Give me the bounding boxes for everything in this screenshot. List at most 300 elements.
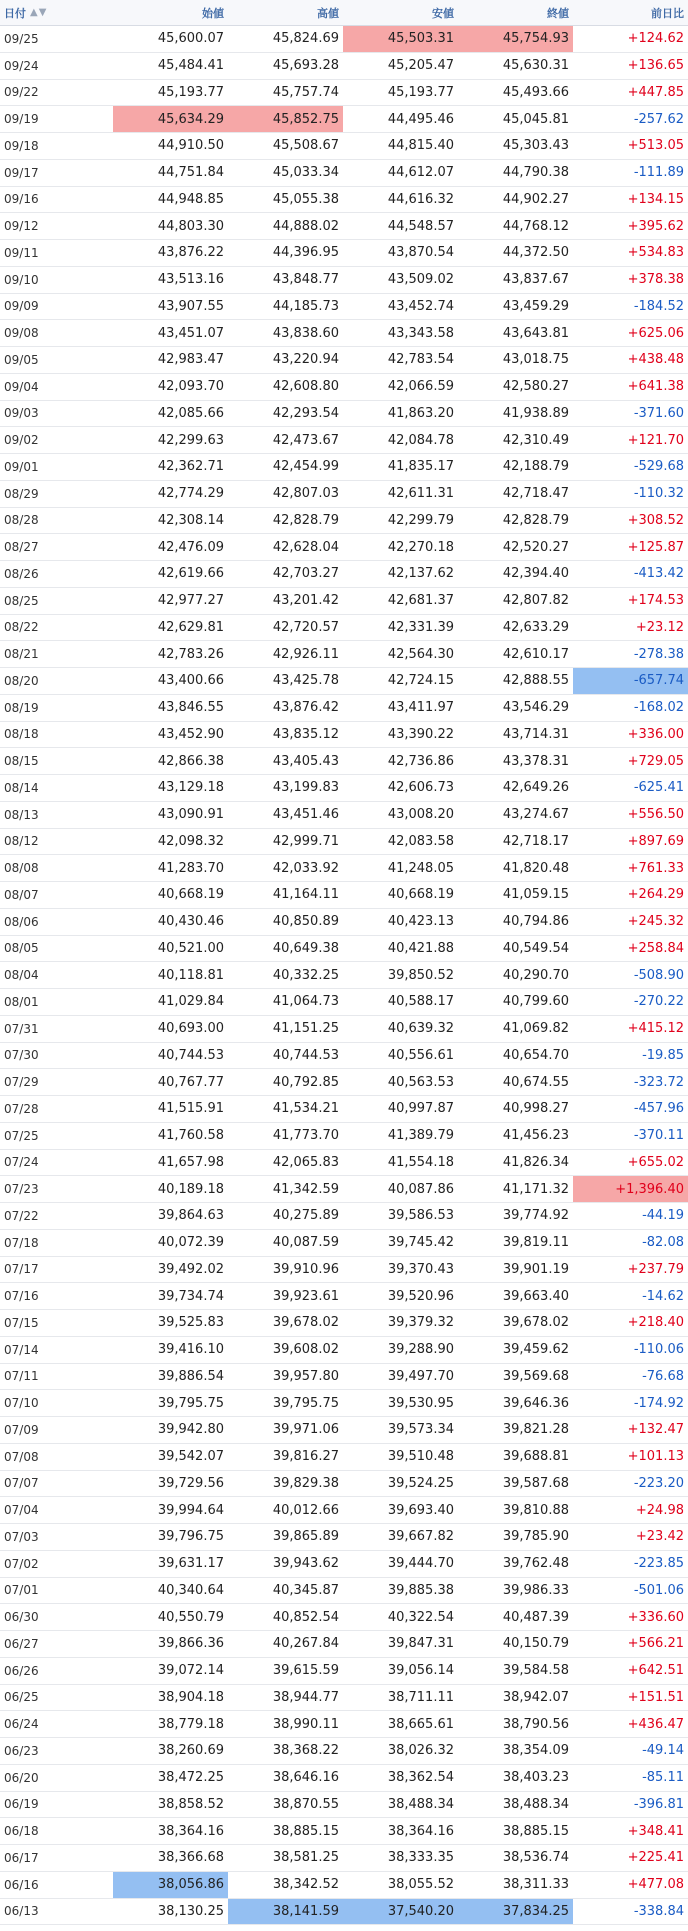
cell-high: 42,807.03: [272, 486, 339, 502]
cell-open: 42,866.38: [157, 753, 224, 769]
cell-change: -223.20: [633, 1475, 684, 1491]
cell-change: -508.90: [633, 967, 684, 983]
cell-close: 38,885.15: [502, 1823, 569, 1839]
cell-high: 42,999.71: [272, 833, 339, 849]
cell-close: 45,303.43: [502, 138, 569, 154]
cell-high: 45,852.75: [228, 106, 343, 132]
cell-close: 39,646.36: [502, 1395, 569, 1411]
table-row: [0, 855, 688, 882]
cell-date: 07/08: [4, 1449, 39, 1464]
cell-close: 39,986.33: [502, 1582, 569, 1598]
cell-open: 39,994.64: [157, 1502, 224, 1518]
cell-high: 42,033.92: [272, 860, 339, 876]
cell-change: -278.38: [633, 646, 684, 662]
cell-close: 42,649.26: [502, 780, 569, 796]
cell-change: -223.85: [633, 1556, 684, 1572]
cell-open: 38,904.18: [157, 1689, 224, 1705]
cell-change: +308.52: [627, 512, 684, 528]
cell-close: 40,150.79: [502, 1636, 569, 1652]
cell-low: 40,423.13: [387, 914, 454, 930]
cell-low: 41,835.17: [387, 459, 454, 475]
table-row: [0, 641, 688, 668]
cell-open: 39,796.75: [157, 1529, 224, 1545]
cell-change: -44.19: [642, 1208, 684, 1224]
cell-open: 45,484.41: [157, 58, 224, 74]
cell-low: 40,639.32: [387, 1021, 454, 1037]
cell-open: 40,189.18: [157, 1181, 224, 1197]
cell-low: 42,083.58: [387, 833, 454, 849]
table-row: [0, 695, 688, 722]
cell-change: +436.47: [627, 1716, 684, 1732]
cell-date: 07/11: [4, 1369, 39, 1384]
cell-low: 37,540.20: [343, 1899, 458, 1925]
cell-close: 41,938.89: [502, 405, 569, 421]
cell-low: 39,288.90: [387, 1342, 454, 1358]
cell-date: 09/05: [4, 352, 39, 367]
cell-open: 42,983.47: [157, 352, 224, 368]
cell-change: -370.11: [633, 1128, 684, 1144]
cell-open: 39,886.54: [157, 1368, 224, 1384]
cell-date: 08/26: [4, 566, 39, 581]
cell-low: 42,783.54: [387, 352, 454, 368]
cell-open: 42,774.29: [157, 486, 224, 502]
cell-date: 06/13: [4, 1904, 39, 1919]
cell-high: 40,345.87: [272, 1582, 339, 1598]
cell-open: 39,492.02: [157, 1261, 224, 1277]
table-row: [0, 1524, 688, 1551]
cell-low: 39,370.43: [387, 1261, 454, 1277]
cell-date: 08/04: [4, 968, 39, 983]
cell-high: 38,646.16: [272, 1770, 339, 1786]
cell-low: 39,885.38: [387, 1582, 454, 1598]
table-row: [0, 1096, 688, 1123]
cell-close: 44,790.38: [502, 165, 569, 181]
cell-close: 38,488.34: [502, 1796, 569, 1812]
cell-change: +132.47: [627, 1422, 684, 1438]
cell-date: 06/24: [4, 1717, 39, 1732]
header-close[interactable]: 終値: [547, 6, 569, 20]
cell-open: 38,130.25: [157, 1903, 224, 1919]
cell-close: 39,663.40: [502, 1288, 569, 1304]
cell-high: 44,396.95: [272, 245, 339, 261]
cell-open: 43,846.55: [157, 700, 224, 716]
cell-change: -413.42: [633, 566, 684, 582]
cell-high: 45,508.67: [272, 138, 339, 154]
table-row: [0, 160, 688, 187]
cell-close: 40,674.55: [502, 1074, 569, 1090]
cell-date: 09/09: [4, 299, 39, 314]
cell-change: +642.51: [627, 1663, 684, 1679]
cell-change: -396.81: [633, 1796, 684, 1812]
table-row: [0, 1123, 688, 1150]
cell-change: +24.98: [635, 1502, 684, 1518]
header-low[interactable]: 安値: [432, 6, 454, 20]
cell-change: +218.40: [627, 1315, 684, 1331]
cell-high: 40,850.89: [272, 914, 339, 930]
cell-close: 44,768.12: [502, 218, 569, 234]
cell-open: 40,340.64: [157, 1582, 224, 1598]
cell-change: -14.62: [642, 1288, 684, 1304]
cell-high: 39,816.27: [272, 1449, 339, 1465]
cell-date: 07/04: [4, 1503, 39, 1518]
cell-date: 08/13: [4, 807, 39, 822]
cell-open: 39,729.56: [157, 1475, 224, 1491]
cell-close: 42,888.55: [502, 673, 569, 689]
cell-low: 42,137.62: [387, 566, 454, 582]
cell-close: 41,069.82: [502, 1021, 569, 1037]
cell-close: 43,459.29: [502, 298, 569, 314]
table-row: [0, 829, 688, 856]
cell-close: 41,456.23: [502, 1128, 569, 1144]
cell-date: 08/01: [4, 994, 39, 1009]
cell-low: 43,509.02: [387, 272, 454, 288]
cell-close: 42,580.27: [502, 379, 569, 395]
table-row: [0, 1230, 688, 1257]
cell-low: 43,411.97: [387, 700, 454, 716]
cell-low: 41,863.20: [387, 405, 454, 421]
cell-change: -19.85: [642, 1047, 684, 1063]
cell-low: 44,612.07: [387, 165, 454, 181]
cell-close: 40,549.54: [502, 940, 569, 956]
cell-change: +125.87: [627, 539, 684, 555]
cell-change: -625.41: [633, 780, 684, 796]
table-row: [0, 722, 688, 749]
table-row: [0, 213, 688, 240]
table-row: [0, 1283, 688, 1310]
cell-close: 38,311.33: [502, 1877, 569, 1893]
cell-low: 41,554.18: [387, 1154, 454, 1170]
table-row: [0, 1551, 688, 1578]
cell-date: 07/15: [4, 1315, 39, 1330]
cell-low: 43,390.22: [387, 726, 454, 742]
cell-high: 39,865.89: [272, 1529, 339, 1545]
cell-open: 45,193.77: [157, 84, 224, 100]
cell-date: 09/22: [4, 85, 39, 100]
cell-change: -76.68: [642, 1368, 684, 1384]
table-row: [0, 80, 688, 107]
cell-change: -168.02: [633, 700, 684, 716]
cell-high: 39,971.06: [272, 1422, 339, 1438]
cell-low: 44,616.32: [387, 191, 454, 207]
cell-open: 44,803.30: [157, 218, 224, 234]
cell-low: 39,586.53: [387, 1208, 454, 1224]
cell-high: 40,852.54: [272, 1609, 339, 1625]
cell-open: 43,451.07: [157, 325, 224, 341]
cell-date: 08/28: [4, 513, 39, 528]
cell-change: +136.65: [627, 58, 684, 74]
cell-date: 09/02: [4, 433, 39, 448]
table-row: [0, 401, 688, 428]
cell-close: 38,354.09: [502, 1743, 569, 1759]
cell-change: +729.05: [627, 753, 684, 769]
cell-change: +625.06: [627, 325, 684, 341]
cell-open: 39,631.17: [157, 1556, 224, 1572]
table-row: [0, 1390, 688, 1417]
cell-date: 08/20: [4, 673, 39, 688]
cell-high: 43,201.42: [272, 593, 339, 609]
cell-high: 43,451.46: [272, 807, 339, 823]
table-row: [0, 615, 688, 642]
table-row: [0, 882, 688, 909]
cell-high: 43,220.94: [272, 352, 339, 368]
cell-high: 39,615.59: [272, 1663, 339, 1679]
cell-date: 08/06: [4, 914, 39, 929]
cell-date: 08/07: [4, 887, 39, 902]
cell-change: +655.02: [627, 1154, 684, 1170]
cell-date: 09/17: [4, 165, 39, 180]
cell-high: 45,033.34: [272, 165, 339, 181]
cell-low: 42,331.39: [387, 619, 454, 635]
table-row: [0, 347, 688, 374]
cell-open: 42,629.81: [157, 619, 224, 635]
cell-change: +336.00: [627, 726, 684, 742]
table-row: [0, 1150, 688, 1177]
table-row: [0, 1792, 688, 1819]
cell-change: -657.74: [573, 668, 688, 694]
cell-close: 42,394.40: [502, 566, 569, 582]
table-row: [0, 53, 688, 80]
cell-date: 07/03: [4, 1529, 39, 1544]
cell-open: 44,948.85: [157, 191, 224, 207]
cell-low: 42,084.78: [387, 432, 454, 448]
cell-open: 42,098.32: [157, 833, 224, 849]
table-row: [0, 668, 688, 695]
cell-change: +348.41: [627, 1823, 684, 1839]
cell-open: 39,072.14: [157, 1663, 224, 1679]
cell-date: 06/18: [4, 1824, 39, 1839]
table-row: [0, 374, 688, 401]
cell-high: 38,944.77: [272, 1689, 339, 1705]
cell-close: 40,654.70: [502, 1047, 569, 1063]
cell-close: 42,807.82: [502, 593, 569, 609]
cell-high: 45,693.28: [272, 58, 339, 74]
cell-close: 38,790.56: [502, 1716, 569, 1732]
cell-date: 07/01: [4, 1583, 39, 1598]
cell-open: 42,299.63: [157, 432, 224, 448]
cell-close: 43,546.29: [502, 700, 569, 716]
cell-open: 40,550.79: [157, 1609, 224, 1625]
cell-close: 39,785.90: [502, 1529, 569, 1545]
cell-low: 40,322.54: [387, 1609, 454, 1625]
cell-open: 42,308.14: [157, 512, 224, 528]
cell-open: 39,734.74: [157, 1288, 224, 1304]
cell-change: +23.12: [635, 619, 684, 635]
cell-open: 39,864.63: [157, 1208, 224, 1224]
cell-close: 42,718.47: [502, 486, 569, 502]
cell-open: 40,072.39: [157, 1235, 224, 1251]
cell-date: 08/08: [4, 861, 39, 876]
cell-change: +101.13: [627, 1449, 684, 1465]
cell-open: 42,977.27: [157, 593, 224, 609]
cell-change: -371.60: [633, 405, 684, 421]
table-row: [0, 1604, 688, 1631]
cell-low: 42,066.59: [387, 379, 454, 395]
header-date[interactable]: 日付 ▲▼: [4, 6, 48, 20]
cell-high: 42,628.04: [272, 539, 339, 555]
cell-change: -323.72: [633, 1074, 684, 1090]
cell-high: 40,012.66: [272, 1502, 339, 1518]
table-row: [0, 1711, 688, 1738]
cell-change: +566.21: [627, 1636, 684, 1652]
cell-change: -110.32: [633, 486, 684, 502]
cell-change: -184.52: [633, 298, 684, 314]
cell-date: 06/27: [4, 1636, 39, 1651]
cell-date: 09/10: [4, 272, 39, 287]
cell-low: 39,497.70: [387, 1368, 454, 1384]
table-row: [0, 1069, 688, 1096]
cell-low: 39,745.42: [387, 1235, 454, 1251]
cell-date: 07/18: [4, 1235, 39, 1250]
cell-low: 43,452.74: [387, 298, 454, 314]
cell-close: 43,643.81: [502, 325, 569, 341]
table-row: [0, 1872, 688, 1899]
cell-high: 38,581.25: [272, 1850, 339, 1866]
table-row: [0, 106, 688, 133]
cell-low: 39,524.25: [387, 1475, 454, 1491]
table-row: [0, 1899, 688, 1926]
cell-open: 43,513.16: [157, 272, 224, 288]
cell-date: 07/14: [4, 1342, 39, 1357]
cell-low: 45,503.31: [343, 26, 458, 52]
cell-low: 38,488.34: [387, 1796, 454, 1812]
cell-low: 40,421.88: [387, 940, 454, 956]
cell-date: 06/23: [4, 1743, 39, 1758]
cell-open: 39,416.10: [157, 1342, 224, 1358]
cell-open: 45,634.29: [113, 106, 228, 132]
cell-low: 39,530.95: [387, 1395, 454, 1411]
cell-open: 39,525.83: [157, 1315, 224, 1331]
cell-change: -529.68: [633, 459, 684, 475]
cell-high: 41,151.25: [272, 1021, 339, 1037]
cell-date: 07/17: [4, 1262, 39, 1277]
cell-low: 42,736.86: [387, 753, 454, 769]
cell-open: 43,876.22: [157, 245, 224, 261]
table-row: [0, 454, 688, 481]
cell-close: 42,718.17: [502, 833, 569, 849]
cell-close: 45,754.93: [458, 26, 573, 52]
table-row: [0, 1631, 688, 1658]
cell-high: 42,720.57: [272, 619, 339, 635]
cell-close: 43,018.75: [502, 352, 569, 368]
cell-low: 38,364.16: [387, 1823, 454, 1839]
cell-change: +258.84: [627, 940, 684, 956]
cell-change: -270.22: [633, 994, 684, 1010]
cell-high: 41,342.59: [272, 1181, 339, 1197]
cell-close: 45,493.66: [502, 84, 569, 100]
table-row: [0, 989, 688, 1016]
table-row: [0, 775, 688, 802]
cell-high: 42,065.83: [272, 1154, 339, 1170]
table-row: [0, 294, 688, 321]
cell-low: 38,711.11: [387, 1689, 454, 1705]
cell-low: 38,026.32: [387, 1743, 454, 1759]
table-row: [0, 240, 688, 267]
cell-change: +438.48: [627, 352, 684, 368]
table-row: [0, 588, 688, 615]
table-row: [0, 1257, 688, 1284]
cell-high: 42,608.80: [272, 379, 339, 395]
cell-close: 41,826.34: [502, 1154, 569, 1170]
cell-close: 37,834.25: [458, 1899, 573, 1925]
header-open[interactable]: 始値: [202, 6, 224, 20]
cell-close: 42,520.27: [502, 539, 569, 555]
cell-date: 08/22: [4, 620, 39, 635]
cell-low: 39,850.52: [387, 967, 454, 983]
cell-open: 38,260.69: [157, 1743, 224, 1759]
cell-change: +124.62: [627, 31, 684, 47]
cell-high: 39,910.96: [272, 1261, 339, 1277]
table-row: [0, 1818, 688, 1845]
table-row: [0, 1016, 688, 1043]
cell-date: 07/30: [4, 1048, 39, 1063]
cell-high: 39,923.61: [272, 1288, 339, 1304]
cell-date: 09/08: [4, 326, 39, 341]
table-row: [0, 1497, 688, 1524]
cell-open: 38,779.18: [157, 1716, 224, 1732]
cell-change: +1,396.40: [573, 1176, 688, 1202]
cell-low: 43,870.54: [387, 245, 454, 261]
cell-high: 40,649.38: [272, 940, 339, 956]
cell-close: 39,688.81: [502, 1449, 569, 1465]
cell-close: 39,587.68: [502, 1475, 569, 1491]
cell-open: 41,515.91: [157, 1101, 224, 1117]
cell-high: 44,888.02: [272, 218, 339, 234]
cell-low: 38,055.52: [387, 1877, 454, 1893]
cell-close: 43,274.67: [502, 807, 569, 823]
sort-icon[interactable]: ▲▼: [30, 7, 48, 18]
cell-close: 42,828.79: [502, 512, 569, 528]
cell-low: 40,556.61: [387, 1047, 454, 1063]
cell-close: 39,584.58: [502, 1663, 569, 1679]
cell-close: 40,799.60: [502, 994, 569, 1010]
cell-date: 08/21: [4, 647, 39, 662]
table-header: [0, 0, 688, 26]
cell-close: 43,837.67: [502, 272, 569, 288]
cell-low: 42,681.37: [387, 593, 454, 609]
table-row: [0, 1444, 688, 1471]
table-row: [0, 1310, 688, 1337]
cell-date: 08/18: [4, 727, 39, 742]
cell-high: 40,267.84: [272, 1636, 339, 1652]
table-row: [0, 748, 688, 775]
header-high[interactable]: 高値: [317, 6, 339, 20]
cell-low: 39,056.14: [387, 1663, 454, 1679]
table-row: [0, 1685, 688, 1712]
cell-close: 40,794.86: [502, 914, 569, 930]
cell-date: 08/15: [4, 754, 39, 769]
cell-low: 39,573.34: [387, 1422, 454, 1438]
cell-close: 40,998.27: [502, 1101, 569, 1117]
cell-low: 39,520.96: [387, 1288, 454, 1304]
cell-high: 43,835.12: [272, 726, 339, 742]
cell-date: 09/19: [4, 112, 39, 127]
cell-low: 40,087.86: [387, 1181, 454, 1197]
cell-date: 06/20: [4, 1770, 39, 1785]
cell-change: +23.42: [635, 1529, 684, 1545]
cell-high: 39,943.62: [272, 1556, 339, 1572]
cell-change: +378.38: [627, 272, 684, 288]
cell-change: +761.33: [627, 860, 684, 876]
cell-close: 39,819.11: [502, 1235, 569, 1251]
header-change[interactable]: 前日比: [651, 6, 684, 20]
cell-close: 42,188.79: [502, 459, 569, 475]
cell-open: 42,783.26: [157, 646, 224, 662]
price-table-body: [0, 26, 688, 1925]
cell-change: +641.38: [627, 379, 684, 395]
cell-close: 43,714.31: [502, 726, 569, 742]
cell-change: +447.85: [627, 84, 684, 100]
cell-date: 08/05: [4, 941, 39, 956]
